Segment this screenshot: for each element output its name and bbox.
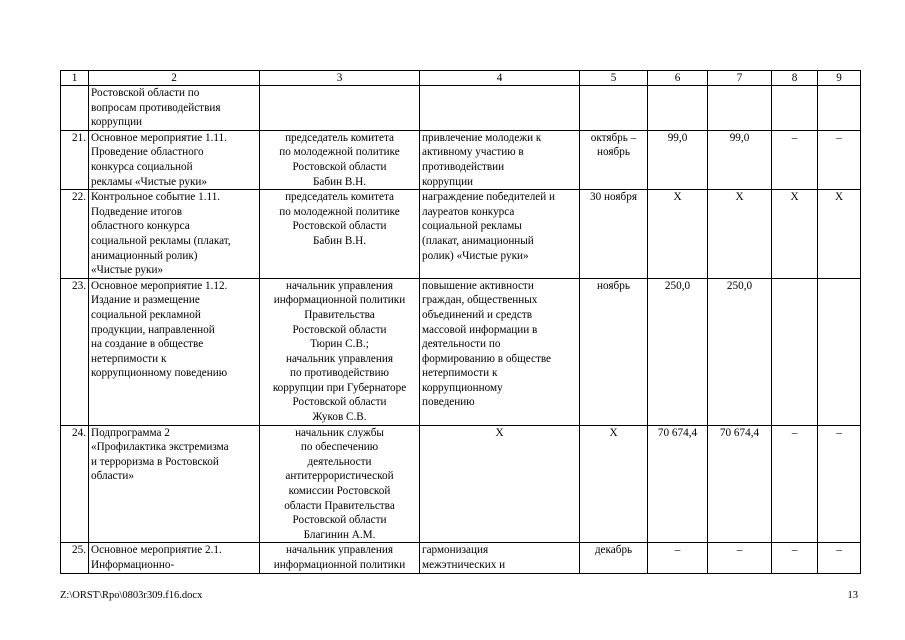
value-cell-8: – bbox=[772, 425, 818, 543]
header-cell: 4 bbox=[420, 71, 580, 86]
value-cell-8: X bbox=[772, 190, 818, 279]
column-number-header-row bbox=[61, 71, 861, 86]
file-path-footer: Z:\ORST\Rpo\0803r309.f16.docx bbox=[60, 590, 203, 601]
header-cell: 9 bbox=[818, 71, 861, 86]
event-cell: Контрольное событие 1.11. Подведение итогов областного конкурса социальной рекламы (плакат, анимационный ролик) «Чистые руки» bbox=[89, 190, 260, 279]
value-cell-9: – bbox=[818, 425, 861, 543]
executor-cell: начальник службы по обеспечению деятельности антитеррористической комиссии Ростовской области Правительства Ростовской области Благинин А.М. bbox=[260, 425, 420, 543]
executor-cell: председатель комитета по молодежной политике Ростовской области Бабин В.Н. bbox=[260, 190, 420, 279]
result-cell: повышение активности граждан, общественных объединений и средств массовой информации в деятельности по формированию в обществе нетерпимости к коррупционному поведению bbox=[420, 278, 580, 425]
row-number bbox=[61, 86, 89, 131]
value-cell-8: – bbox=[772, 543, 818, 573]
table-row bbox=[61, 543, 861, 573]
value-cell-6: 99,0 bbox=[648, 130, 708, 189]
executor-cell: начальник управления информационной политики bbox=[260, 543, 420, 573]
result-cell: награждение победителей и лауреатов конкурса социальной рекламы (плакат, анимационный ролик) «Чистые руки» bbox=[420, 190, 580, 279]
row-number: 22. bbox=[61, 190, 89, 279]
value-cell-6: 250,0 bbox=[648, 278, 708, 425]
value-cell-7: 99,0 bbox=[708, 130, 772, 189]
value-cell-7: – bbox=[708, 543, 772, 573]
value-cell-9 bbox=[818, 278, 861, 425]
result-cell: гармонизация межэтнических и bbox=[420, 543, 580, 573]
table-row bbox=[61, 190, 861, 279]
header-cell: 3 bbox=[260, 71, 420, 86]
value-cell-9: – bbox=[818, 543, 861, 573]
event-cell: Основное мероприятие 1.11. Проведение областного конкурса социальной рекламы «Чистые руки» bbox=[89, 130, 260, 189]
value-cell-6 bbox=[648, 86, 708, 131]
table-row bbox=[61, 130, 861, 189]
value-cell-9: – bbox=[818, 130, 861, 189]
row-number: 25. bbox=[61, 543, 89, 573]
event-cell: Подпрограмма 2 «Профилактика экстремизма и терроризма в Ростовской области» bbox=[89, 425, 260, 543]
row-number: 21. bbox=[61, 130, 89, 189]
row-number: 23. bbox=[61, 278, 89, 425]
result-cell: X bbox=[420, 425, 580, 543]
value-cell-7: 70 674,4 bbox=[708, 425, 772, 543]
value-cell-8 bbox=[772, 278, 818, 425]
page-number: 13 bbox=[847, 590, 858, 601]
row-number: 24. bbox=[61, 425, 89, 543]
term-cell: декабрь bbox=[580, 543, 648, 573]
term-cell: октябрь – ноябрь bbox=[580, 130, 648, 189]
value-cell-7: X bbox=[708, 190, 772, 279]
value-cell-7 bbox=[708, 86, 772, 131]
term-cell: X bbox=[580, 425, 648, 543]
header-cell: 2 bbox=[89, 71, 260, 86]
result-cell bbox=[420, 86, 580, 131]
event-cell: Основное мероприятие 2.1. Информационно- bbox=[89, 543, 260, 573]
term-cell bbox=[580, 86, 648, 131]
header-cell: 6 bbox=[648, 71, 708, 86]
value-cell-6: 70 674,4 bbox=[648, 425, 708, 543]
term-cell: 30 ноября bbox=[580, 190, 648, 279]
value-cell-8 bbox=[772, 86, 818, 131]
result-cell: привлечение молодежи к активному участию в противодействии коррупции bbox=[420, 130, 580, 189]
table-row bbox=[61, 86, 861, 131]
header-cell: 8 bbox=[772, 71, 818, 86]
value-cell-9: X bbox=[818, 190, 861, 279]
value-cell-9 bbox=[818, 86, 861, 131]
header-cell: 7 bbox=[708, 71, 772, 86]
value-cell-8: – bbox=[772, 130, 818, 189]
header-cell: 5 bbox=[580, 71, 648, 86]
event-cell: Основное мероприятие 1.12. Издание и размещение социальной рекламной продукции, направленной на создание в обществе нетерпимости к коррупционному поведению bbox=[89, 278, 260, 425]
value-cell-6: – bbox=[648, 543, 708, 573]
value-cell-7: 250,0 bbox=[708, 278, 772, 425]
term-cell: ноябрь bbox=[580, 278, 648, 425]
main-table bbox=[60, 70, 861, 574]
table-row bbox=[61, 278, 861, 425]
header-cell: 1 bbox=[61, 71, 89, 86]
table-row bbox=[61, 425, 861, 543]
executor-cell bbox=[260, 86, 420, 131]
event-cell: Ростовской области по вопросам противодействия коррупции bbox=[89, 86, 260, 131]
executor-cell: председатель комитета по молодежной политике Ростовской области Бабин В.Н. bbox=[260, 130, 420, 189]
value-cell-6: X bbox=[648, 190, 708, 279]
executor-cell: начальник управления информационной политики Правительства Ростовской области Тюрин С.В.; начальник управления по противодействию коррупции при Губернаторе Ростовской области Жуков С.В. bbox=[260, 278, 420, 425]
